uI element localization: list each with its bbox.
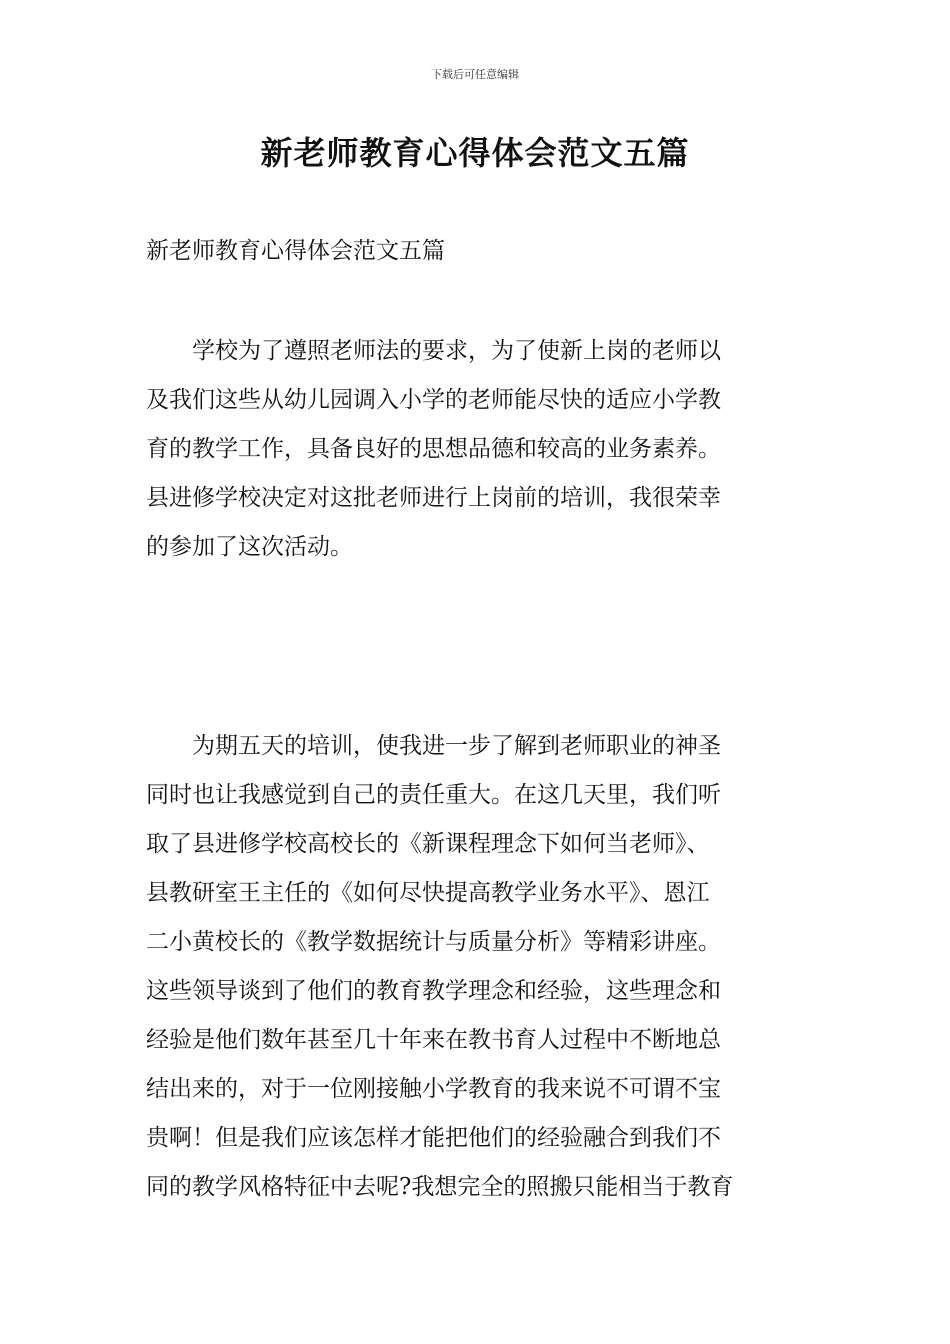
text-line: 同时也让我感觉到自己的责任重大。在这几天里，我们听	[146, 782, 721, 808]
text-line: 为期五天的培训，使我进一步了解到老师职业的神圣	[146, 733, 721, 759]
text-line: 的参加了这次活动。	[146, 534, 353, 560]
text-line: 及我们这些从幼儿园调入小学的老师能尽快的适应小学教	[146, 387, 721, 413]
document-subtitle: 新老师教育心得体会范文五篇	[146, 238, 445, 264]
text-line: 县进修学校决定对这批老师进行上岗前的培训，我很荣幸	[146, 485, 721, 511]
paragraph-2	[146, 722, 806, 1212]
paragraph-1	[146, 327, 806, 572]
text-line: 经验是他们数年甚至几十年来在教书育人过程中不断地总	[146, 1027, 721, 1053]
text-line: 贵啊！但是我们应该怎样才能把他们的经验融合到我们不	[146, 1125, 721, 1151]
text-line: 结出来的，对于一位刚接触小学教育的我来说不可谓不宝	[146, 1076, 721, 1102]
document-title: 新老师教育心得体会范文五篇	[260, 134, 690, 172]
text-line: 这些领导谈到了他们的教育教学理念和经验，这些理念和	[146, 978, 721, 1004]
header-note: 下载后可任意编辑	[431, 68, 519, 81]
text-line: 育的教学工作，具备良好的思想品德和较高的业务素养。	[146, 436, 721, 462]
text-line: 二小黄校长的《教学数据统计与质量分析》等精彩讲座。	[146, 929, 721, 955]
text-line: 同的教学风格特征中去呢?我想完全的照搬只能相当于教育	[146, 1174, 734, 1200]
text-line: 取了县进修学校高校长的《新课程理念下如何当老师》、	[146, 831, 710, 857]
text-line: 学校为了遵照老师法的要求，为了使新上岗的老师以	[146, 338, 721, 364]
text-line: 县教研室王主任的《如何尽快提高教学业务水平》、恩江	[146, 880, 710, 906]
